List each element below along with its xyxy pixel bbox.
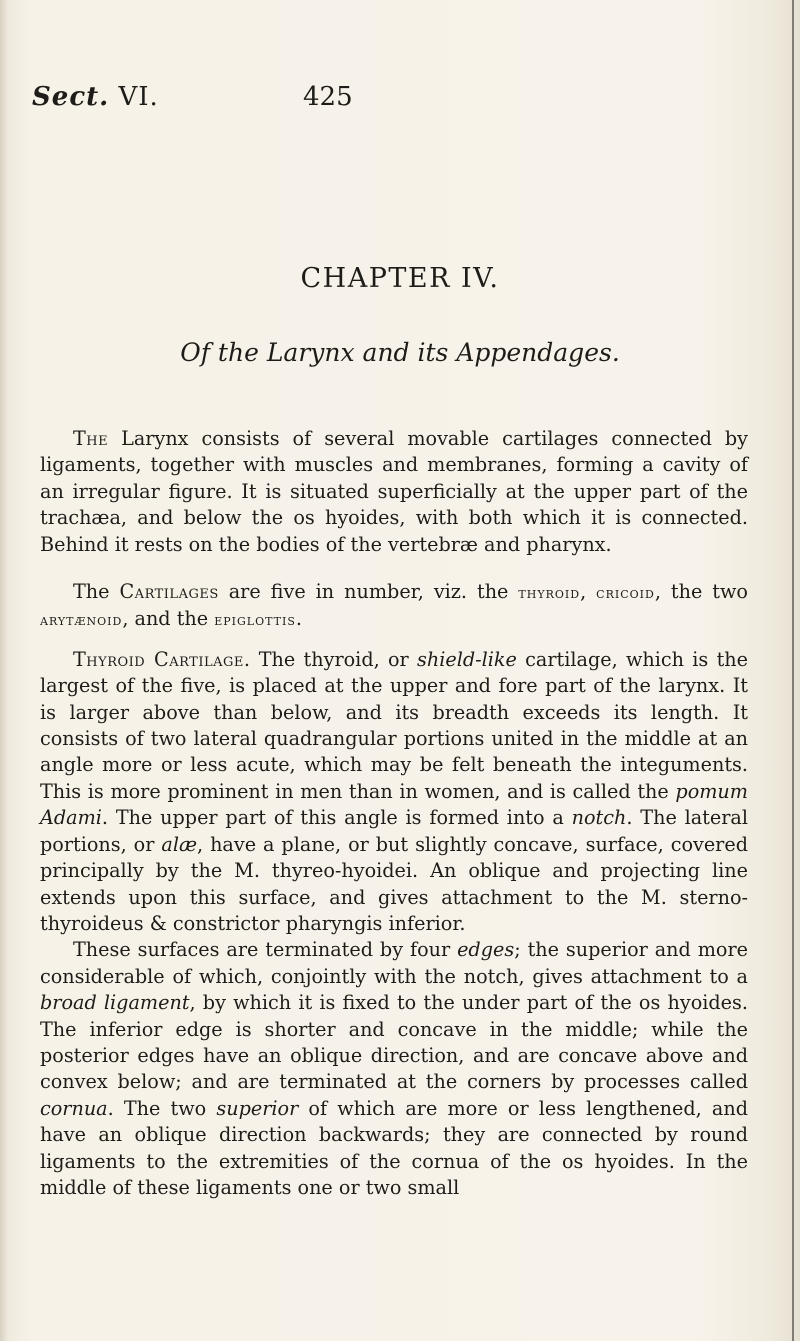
- edges-t2: ; the superior and more considerable of which, conjointly with the notch, gives attachment to a: [40, 938, 748, 988]
- edges-i2: broad ligament: [40, 991, 190, 1015]
- paragraph-cartilages: [40, 579, 748, 634]
- body-text: [40, 426, 748, 1201]
- edges-t4: . The two: [107, 1096, 217, 1120]
- thyroid-heading: Thyroid Cartilage.: [73, 647, 251, 671]
- cartilages-sep-1: ,: [580, 580, 597, 604]
- section-number: VI.: [118, 82, 159, 112]
- cartilages-term: Cartilages: [119, 580, 219, 604]
- thyroid-t3: . The upper part of this angle is formed into a: [101, 806, 572, 830]
- chapter-heading: CHAPTER IV.: [300, 263, 500, 294]
- thyroid-i1: shield-like: [417, 647, 517, 671]
- section-label: Sect.: [32, 82, 110, 112]
- term-cricoid: cricoid: [596, 584, 655, 603]
- edges-t5: of which are more or less lengthened, and have an oblique direction backwards; they are connected by round ligaments to the extremities of the cornua of the os hyoides. In the middle of these ligaments one or two small: [40, 1096, 748, 1199]
- cartilages-lead: The: [73, 580, 110, 604]
- cartilages-end: .: [295, 607, 302, 631]
- term-epiglottis: epiglottis: [214, 611, 296, 630]
- paragraph-edges: [40, 937, 748, 1201]
- thyroid-t2: cartilage, which is the largest of the five, is placed at the upper and fore part of the larynx. It is larger above than below, and its breadth exceeds its length. It consists of two lateral quadrangular portions united in the middle at an angle more or less acute, which may be felt beneath the integuments. This is more prominent in men than in women, and is called the: [40, 647, 748, 803]
- term-arytaenoid: arytænoid: [40, 611, 123, 630]
- intro-lead-word: The: [73, 427, 109, 450]
- page-gutter-shadow: [0, 0, 8, 1341]
- thyroid-i4: alæ: [161, 832, 197, 856]
- thyroid-t4: . The lateral portions, or: [40, 806, 748, 856]
- chapter-subtitle: Of the Larynx and its Appendages.: [180, 338, 620, 367]
- edges-i3: cornua: [40, 1096, 108, 1120]
- page-number: 425: [303, 82, 353, 112]
- paragraph-intro: [40, 426, 748, 558]
- paragraph-thyroid: [40, 647, 748, 937]
- thyroid-t1: The thyroid, or: [250, 647, 418, 671]
- intro-text: Larynx consists of several movable cartilages connected by ligaments, together with muscles and membranes, forming a cavity of an irregular figure. It is situated superficially at the upper part of the trachæa, and below the os hyoides, with both which it is connected. Behind it rests on the bodies of the vertebræ and pharynx.: [40, 427, 748, 556]
- edges-t1: These surfaces are terminated by four: [73, 938, 458, 962]
- cartilages-text-1: are five in number, viz. the: [218, 580, 519, 604]
- cartilages-text-3: , and the: [122, 607, 215, 631]
- edges-i1: edges: [457, 938, 515, 962]
- thyroid-i3: notch: [571, 806, 627, 830]
- edges-t3: , by which it is fixed to the under part of the os hyoides. The inferior edge is shorter and concave in the middle; while the posterior edges have an oblique direction, and are concave above and convex below; and are terminated at the corners by processes called: [40, 991, 748, 1094]
- term-thyroid: thyroid: [518, 584, 581, 603]
- page-edge-line: [792, 0, 794, 1341]
- edges-i4: superior: [216, 1096, 299, 1120]
- thyroid-i2: pomum Adami: [40, 779, 748, 830]
- thyroid-t5: , have a plane, or but slightly concave, surface, covered principally by the M. thyreo-hyoidei. An oblique and projecting line extends upon this surface, and gives attachment to the M. sterno-thyroideus & constrictor pharyngis inferior.: [40, 832, 748, 935]
- cartilages-text-2: , the two: [654, 580, 748, 604]
- running-head: [32, 82, 159, 112]
